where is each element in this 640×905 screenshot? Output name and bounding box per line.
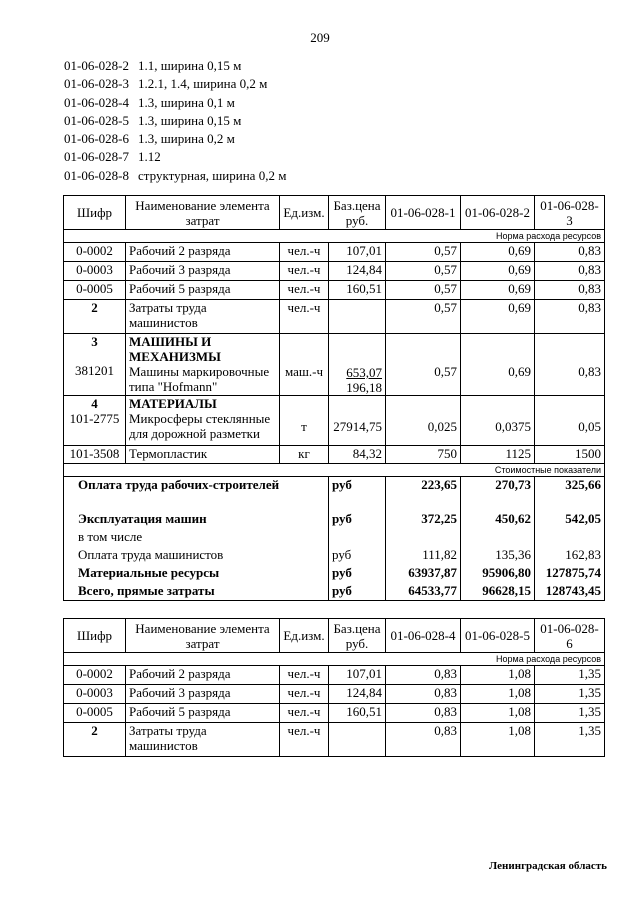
- summary-row: [64, 477, 605, 511]
- section-code: 3: [91, 334, 98, 349]
- cell-value: 0,57: [386, 262, 461, 281]
- cell-value: 0,57: [386, 334, 461, 396]
- summary-value: 95906,80: [461, 565, 535, 583]
- table-row: [64, 704, 605, 723]
- cell-price: [329, 723, 386, 757]
- header-name: Наименование элемента затрат: [126, 619, 280, 653]
- material-code: 101-2775: [69, 411, 120, 426]
- header-col: 01-06-028-3: [535, 196, 605, 230]
- cell-value: 0,83: [535, 262, 605, 281]
- cell-code: 0-0005: [64, 704, 126, 723]
- cell-value: 0,025: [386, 396, 461, 446]
- header-code: Шифр: [64, 619, 126, 653]
- summary-value: 162,83: [535, 547, 605, 565]
- cell-unit: чел.-ч: [280, 262, 329, 281]
- code-desc: структурная, ширина 0,2 м: [138, 167, 287, 183]
- summary-unit: руб: [329, 547, 386, 565]
- header-price: Баз.цена руб.: [329, 196, 386, 230]
- cell-name: [126, 334, 280, 396]
- cell-name: Затраты труда машинистов: [126, 300, 280, 334]
- cell-value: 1,35: [535, 685, 605, 704]
- table-row: [64, 446, 605, 464]
- summary-name: Материальные ресурсы: [64, 565, 329, 583]
- norm-label: Норма расхода ресурсов: [64, 230, 605, 243]
- cell-value: 0,69: [461, 334, 535, 396]
- cell-price: [329, 300, 386, 334]
- cell-value: 0,83: [535, 300, 605, 334]
- cell-value: 0,0375: [461, 396, 535, 446]
- cell-value: 1125: [461, 446, 535, 464]
- table-row: [64, 300, 605, 334]
- summary-unit: руб: [329, 511, 386, 529]
- cell-price: [329, 334, 386, 396]
- cell-code: 0-0002: [64, 243, 126, 262]
- summary-value: 96628,15: [461, 583, 535, 601]
- summary-row: [64, 529, 605, 547]
- cell-name: Затраты труда машинистов: [126, 723, 280, 757]
- code-list-item: [64, 167, 286, 185]
- code-id: 01-06-028-8: [64, 167, 129, 183]
- code-desc: 1.12: [138, 149, 161, 165]
- summary-row: [64, 583, 605, 601]
- summary-value: 223,65: [386, 477, 461, 511]
- table-row: [64, 723, 605, 757]
- cell-value: 0,83: [386, 685, 461, 704]
- summary-value: 450,62: [461, 511, 535, 529]
- cell-price: 124,84: [329, 262, 386, 281]
- summary-value: 542,05: [535, 511, 605, 529]
- cell-code: 0-0003: [64, 262, 126, 281]
- summary-value: 270,73: [461, 477, 535, 511]
- machine-code: 381201: [75, 363, 114, 378]
- code-desc: 1.1, ширина 0,15 м: [138, 58, 242, 73]
- cell-name: Рабочий 2 разряда: [126, 666, 280, 685]
- header-col: 01-06-028-1: [386, 196, 461, 230]
- cell-value: 0,83: [535, 281, 605, 300]
- cell-value: 1,08: [461, 704, 535, 723]
- code-list-item: [64, 130, 286, 148]
- cell-code: [64, 396, 126, 446]
- resource-table-1: [63, 195, 605, 601]
- summary-value: 372,25: [386, 511, 461, 529]
- code-list-item: [64, 94, 286, 112]
- cell-unit: маш.-ч: [280, 334, 329, 396]
- code-desc: 1.3, ширина 0,15 м: [138, 112, 242, 128]
- code-list-item: [64, 75, 286, 93]
- cell-code: 101-3508: [64, 446, 126, 464]
- section-name: МАТЕРИАЛЫ: [129, 396, 217, 411]
- header-col: 01-06-028-4: [386, 619, 461, 653]
- header-unit: Ед.изм.: [280, 619, 329, 653]
- cell-name: [126, 396, 280, 446]
- summary-value: 111,82: [386, 547, 461, 565]
- table-row: [64, 666, 605, 685]
- machine-name: Машины маркировочные типа "Hofmann": [129, 364, 270, 394]
- cell-value: 0,05: [535, 396, 605, 446]
- header-col: 01-06-028-2: [461, 196, 535, 230]
- summary-value: [461, 529, 535, 547]
- cell-value: 1500: [535, 446, 605, 464]
- cell-value: 0,69: [461, 262, 535, 281]
- header-col: 01-06-028-5: [461, 619, 535, 653]
- table-header-row: [64, 619, 605, 653]
- cell-code: 0-0002: [64, 666, 126, 685]
- header-price: Баз.цена руб.: [329, 619, 386, 653]
- summary-row: [64, 565, 605, 583]
- cell-name: Рабочий 5 разряда: [126, 704, 280, 723]
- section-code: 4: [91, 396, 98, 411]
- cell-price: 84,32: [329, 446, 386, 464]
- header-unit: Ед.изм.: [280, 196, 329, 230]
- code-desc: 1.2.1, 1.4, ширина 0,2 м: [138, 76, 268, 92]
- cell-code: 0-0005: [64, 281, 126, 300]
- cell-name: Рабочий 3 разряда: [126, 262, 280, 281]
- table-header-row: [64, 196, 605, 230]
- machine-price-secondary: 196,18: [346, 380, 382, 395]
- table-row: [64, 243, 605, 262]
- cell-name: Термопластик: [126, 446, 280, 464]
- cell-value: 0,69: [461, 243, 535, 262]
- page-number: 209: [310, 30, 330, 45]
- header-code: Шифр: [64, 196, 126, 230]
- cost-label: Стоимостные показатели: [64, 464, 605, 477]
- cell-value: 1,08: [461, 666, 535, 685]
- table-row: [64, 685, 605, 704]
- summary-value: 325,66: [535, 477, 605, 511]
- summary-unit: руб: [329, 583, 386, 601]
- summary-name: в том числе: [64, 529, 329, 547]
- cell-value: 0,83: [386, 723, 461, 757]
- code-desc: 1.3, ширина 0,1 м: [138, 94, 235, 110]
- summary-row: [64, 547, 605, 565]
- cell-value: 0,69: [461, 281, 535, 300]
- cell-value: 1,08: [461, 723, 535, 757]
- summary-value: [386, 529, 461, 547]
- machines-section-row: [64, 334, 605, 396]
- cell-unit: чел.-ч: [280, 685, 329, 704]
- summary-row: [64, 511, 605, 529]
- cell-unit: чел.-ч: [280, 281, 329, 300]
- table-row: [64, 281, 605, 300]
- summary-value: 127875,74: [535, 565, 605, 583]
- summary-unit: [329, 529, 386, 547]
- norm-label-row: [64, 653, 605, 666]
- cell-value: 0,83: [535, 334, 605, 396]
- footer-region: Ленинградская область: [489, 860, 607, 872]
- cell-value: 0,83: [535, 243, 605, 262]
- code-id: 01-06-028-6: [64, 131, 129, 147]
- code-list-item: [64, 112, 286, 130]
- code-list-item: [64, 57, 286, 75]
- cell-value: 750: [386, 446, 461, 464]
- code-list-item: [64, 148, 286, 166]
- summary-name: Оплата труда рабочих-строителей: [64, 477, 329, 511]
- cell-code: [64, 334, 126, 396]
- cell-value: 0,57: [386, 300, 461, 334]
- material-name: Микросферы стеклянные для дорожной разметки: [129, 411, 271, 441]
- cell-unit: чел.-ч: [280, 666, 329, 685]
- cell-unit: кг: [280, 446, 329, 464]
- cell-value: 0,57: [386, 243, 461, 262]
- cell-price: 107,01: [329, 243, 386, 262]
- cell-unit: чел.-ч: [280, 300, 329, 334]
- summary-unit: руб: [329, 565, 386, 583]
- summary-value: 64533,77: [386, 583, 461, 601]
- cell-value: 1,35: [535, 666, 605, 685]
- cell-unit: чел.-ч: [280, 723, 329, 757]
- cell-value: 1,35: [535, 723, 605, 757]
- cell-unit: чел.-ч: [280, 243, 329, 262]
- cell-code: 0-0003: [64, 685, 126, 704]
- summary-value: 135,36: [461, 547, 535, 565]
- cell-unit: чел.-ч: [280, 704, 329, 723]
- cell-value: 1,35: [535, 704, 605, 723]
- code-desc: 1.3, ширина 0,2 м: [138, 131, 235, 147]
- cell-value: 0,83: [386, 704, 461, 723]
- cell-unit: т: [280, 396, 329, 446]
- header-col: 01-06-028-6: [535, 619, 605, 653]
- norm-label: Норма расхода ресурсов: [64, 653, 605, 666]
- cell-price: 107,01: [329, 666, 386, 685]
- section-name: МАШИНЫ И МЕХАНИЗМЫ: [129, 334, 221, 364]
- header-name: Наименование элемента затрат: [126, 196, 280, 230]
- cell-value: 0,57: [386, 281, 461, 300]
- code-list: [64, 57, 286, 185]
- cell-code: 2: [64, 723, 126, 757]
- code-id: 01-06-028-2: [64, 58, 129, 73]
- summary-value: 63937,87: [386, 565, 461, 583]
- norm-label-row: [64, 230, 605, 243]
- cell-code: 2: [64, 300, 126, 334]
- cell-price: 27914,75: [329, 396, 386, 446]
- cell-name: Рабочий 3 разряда: [126, 685, 280, 704]
- cell-name: Рабочий 5 разряда: [126, 281, 280, 300]
- resource-table-2: [63, 618, 605, 757]
- code-id: 01-06-028-3: [64, 76, 129, 92]
- code-id: 01-06-028-7: [64, 149, 129, 165]
- cell-price: 160,51: [329, 704, 386, 723]
- table-row: [64, 262, 605, 281]
- materials-section-row: [64, 396, 605, 446]
- code-id: 01-06-028-4: [64, 94, 129, 110]
- cell-value: 1,08: [461, 685, 535, 704]
- machine-price: 653,07: [346, 365, 382, 380]
- summary-name: Всего, прямые затраты: [64, 583, 329, 601]
- code-id: 01-06-028-5: [64, 112, 129, 128]
- summary-unit: руб: [329, 477, 386, 511]
- cell-value: 0,83: [386, 666, 461, 685]
- cost-label-row: [64, 464, 605, 477]
- cell-price: 160,51: [329, 281, 386, 300]
- cell-price: 124,84: [329, 685, 386, 704]
- cell-name: Рабочий 2 разряда: [126, 243, 280, 262]
- summary-value: 128743,45: [535, 583, 605, 601]
- summary-name: Оплата труда машинистов: [64, 547, 329, 565]
- cell-value: 0,69: [461, 300, 535, 334]
- summary-name: Эксплуатация машин: [64, 511, 329, 529]
- summary-value: [535, 529, 605, 547]
